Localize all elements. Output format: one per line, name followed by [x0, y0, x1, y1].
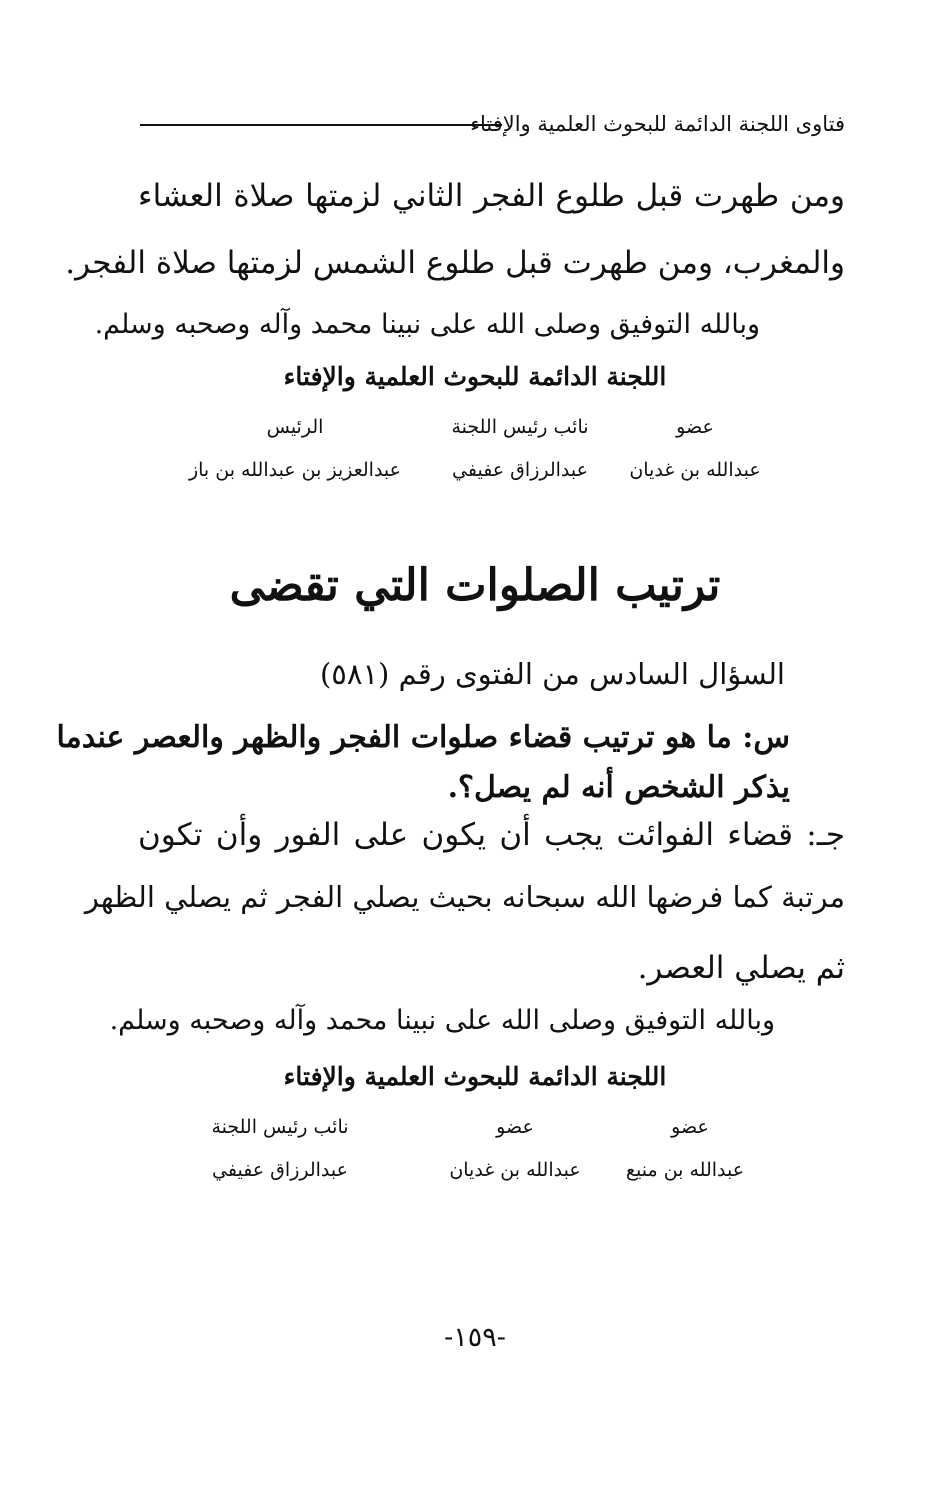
answer-line: جـ: قضاء الفوائت يجب أن يكون على الفور وأن تكون	[138, 817, 845, 853]
section-title: ترتيب الصلوات التي تقضى	[229, 560, 721, 611]
fatwa-reference: السؤال السادس من الفتوى رقم (٥٨١)	[319, 657, 785, 691]
signatory-name: عبدالعزيز بن عبدالله بن باز	[188, 459, 402, 481]
committee-name: اللجنة الدائمة للبحوث العلمية والإفتاء	[283, 362, 667, 391]
running-header	[140, 104, 845, 144]
answer-line: مرتبة كما فرضها الله سبحانه بحيث يصلي الفجر ثم يصلي الظهر	[84, 880, 845, 914]
header-title: فتاوى اللجنة الدائمة للبحوث العلمية والإفتاء	[470, 112, 845, 136]
paragraph-line: ومن طهرت قبل طلوع الفجر الثاني لزمتها صلاة العشاء	[138, 178, 845, 214]
question-line: يذكر الشخص أنه لم يصل؟.	[447, 770, 790, 805]
signatory-role: نائب رئيس اللجنة	[211, 1116, 349, 1138]
answer-line: ثم يصلي العصر.	[637, 950, 845, 986]
signatory-role: عضو	[496, 1116, 534, 1138]
header-rule	[140, 124, 502, 126]
signatory-role: عضو	[676, 416, 714, 438]
signatory-name: عبدالرزاق عفيفي	[452, 459, 588, 481]
closing-formula: وبالله التوفيق وصلى الله على نبينا محمد وآله وصحبه وسلم.	[94, 309, 760, 340]
signatory-role: الرئيس	[266, 416, 324, 438]
signatory-name: عبدالله بن غديان	[629, 459, 761, 481]
signatory-name: عبدالله بن غديان	[449, 1159, 581, 1181]
paragraph-line: والمغرب، ومن طهرت قبل طلوع الشمس لزمتها صلاة الفجر.	[65, 245, 845, 281]
closing-formula: وبالله التوفيق وصلى الله على نبينا محمد وآله وصحبه وسلم.	[109, 1005, 775, 1036]
signatory-name: عبدالله بن منيع	[625, 1159, 745, 1181]
signatory-name: عبدالرزاق عفيفي	[212, 1159, 348, 1181]
signatory-role: نائب رئيس اللجنة	[451, 416, 589, 438]
page-number: -١٥٩-	[444, 1322, 506, 1353]
question-line: س: ما هو ترتيب قضاء صلوات الفجر والظهر والعصر عندما	[56, 720, 790, 755]
signatory-role: عضو	[671, 1116, 709, 1138]
committee-name: اللجنة الدائمة للبحوث العلمية والإفتاء	[283, 1062, 667, 1091]
